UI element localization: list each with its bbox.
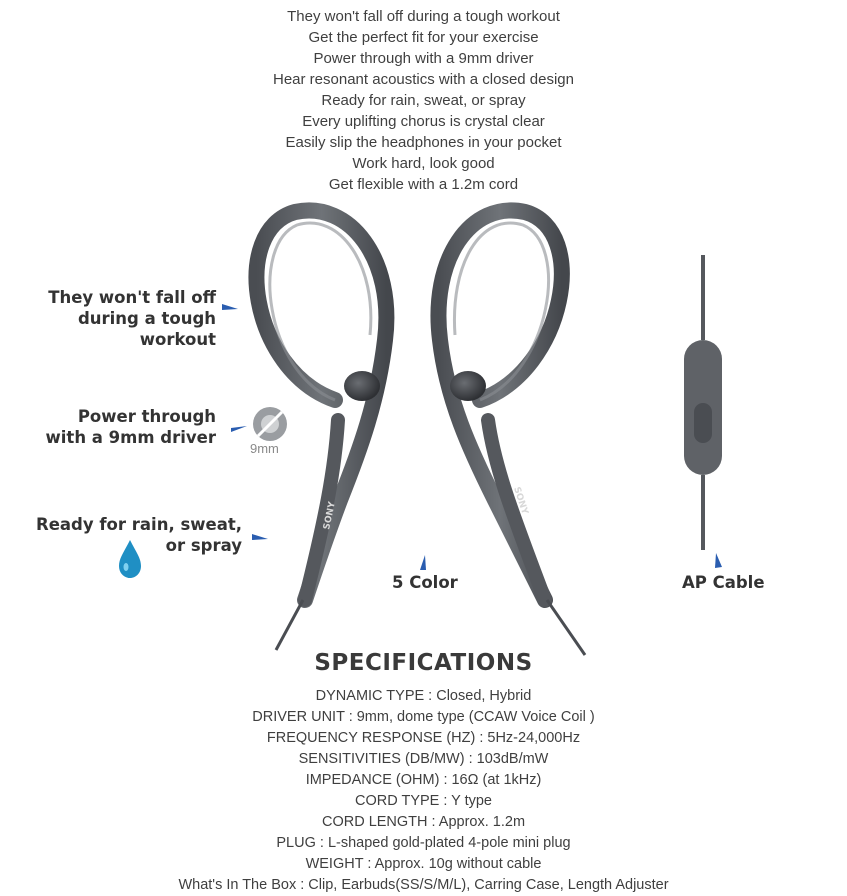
spec-item: IMPEDANCE (OHM) : 16Ω (at 1kHz) [305, 772, 542, 788]
specifications-heading: SPECIFICATIONS [314, 650, 533, 676]
feature-item: Easily slip the headphones in your pocket [285, 134, 562, 151]
brand-logo-left: SONY [322, 500, 338, 531]
callout-marker-rain [252, 534, 268, 540]
feature-item: Ready for rain, sweat, or spray [321, 92, 526, 109]
callout-marker-cable [715, 553, 722, 568]
cable-label: AP Cable [682, 573, 765, 592]
callout-rain [0, 514, 242, 556]
spec-item: WEIGHT : Approx. 10g without cable [305, 856, 542, 872]
callout-rain-line2: or spray [165, 536, 242, 555]
spec-item: CORD LENGTH : Approx. 1.2m [321, 814, 526, 830]
callout-driver-line1: Power through [77, 407, 216, 426]
right-earphone [438, 210, 585, 655]
feature-item: Work hard, look good [352, 155, 495, 172]
spec-item: SENSITIVITIES (DB/MW) : 103dB/mW [298, 751, 549, 767]
color-label: 5 Color [392, 573, 458, 592]
driver-icon [253, 407, 287, 441]
callout-marker-color [420, 555, 426, 570]
feature-item: They won't fall off during a tough workout [287, 8, 560, 25]
callout-fit [0, 287, 216, 350]
brand-logo-right: SONY [511, 485, 530, 516]
callout-fit-line1: They won't fall off [48, 288, 216, 307]
callout-marker-driver [231, 426, 247, 432]
driver-size-label: 9mm [250, 441, 279, 456]
feature-item: Power through with a 9mm driver [313, 50, 534, 67]
spec-item: FREQUENCY RESPONSE (HZ) : 5Hz-24,000Hz [266, 730, 581, 746]
callout-marker-fit [222, 304, 238, 310]
callout-fit-line2: during a tough workout [77, 309, 216, 349]
spec-item: CORD TYPE : Y type [355, 793, 492, 809]
spec-item: DYNAMIC TYPE : Closed, Hybrid [315, 688, 532, 704]
feature-item: Get the perfect fit for your exercise [308, 29, 539, 46]
spec-item: What's In The Box : Clip, Earbuds(SS/S/M/L), Carring Case, Length Adjuster [178, 877, 669, 893]
spec-item: PLUG : L-shaped gold-plated 4-pole mini plug [276, 835, 571, 851]
callout-rain-line1: Ready for rain, sweat, [36, 515, 242, 534]
feature-item: Hear resonant acoustics with a closed design [273, 71, 574, 88]
ap-cable-remote [684, 255, 722, 550]
spec-item: DRIVER UNIT : 9mm, dome type (CCAW Voice Coil ) [252, 709, 595, 725]
specifications-list [0, 686, 847, 896]
callout-driver [0, 406, 216, 448]
feature-item: Get flexible with a 1.2m cord [328, 176, 519, 193]
callout-driver-line2: with a 9mm driver [45, 428, 216, 447]
feature-item: Every uplifting chorus is crystal clear [302, 113, 545, 130]
